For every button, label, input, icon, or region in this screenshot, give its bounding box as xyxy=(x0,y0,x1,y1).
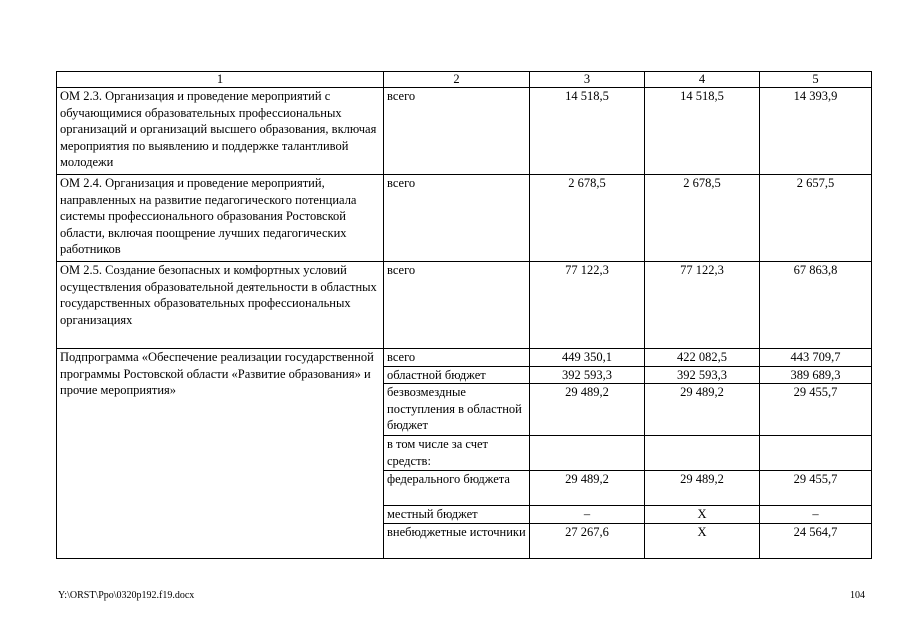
value-cell: 2 678,5 xyxy=(645,175,760,262)
value-cell: – xyxy=(530,506,645,524)
value-cell: Х xyxy=(645,523,760,558)
budget-table xyxy=(56,71,872,559)
file-path: Y:\ORST\Ppo\0320p192.f19.docx xyxy=(58,590,195,601)
value-cell: 24 564,7 xyxy=(760,523,872,558)
value-cell: 29 455,7 xyxy=(760,471,872,506)
column-header: 2 xyxy=(384,72,530,88)
funding-source: всего xyxy=(384,175,530,262)
value-cell: 14 518,5 xyxy=(530,88,645,175)
value-cell: 77 122,3 xyxy=(645,262,760,349)
value-cell: 67 863,8 xyxy=(760,262,872,349)
value-cell: 443 709,7 xyxy=(760,349,872,367)
funding-source: всего xyxy=(384,262,530,349)
funding-source: безвозмездные поступления в областной бюджет xyxy=(384,384,530,436)
value-cell: 422 082,5 xyxy=(645,349,760,367)
value-cell: 27 267,6 xyxy=(530,523,645,558)
value-cell xyxy=(530,436,645,471)
value-cell: 29 455,7 xyxy=(760,384,872,436)
value-cell xyxy=(760,436,872,471)
funding-source: внебюджетные источники xyxy=(384,523,530,558)
value-cell xyxy=(645,436,760,471)
column-header: 5 xyxy=(760,72,872,88)
value-cell: 389 689,3 xyxy=(760,366,872,384)
funding-source: всего xyxy=(384,349,530,367)
value-cell: 14 518,5 xyxy=(645,88,760,175)
value-cell: 2 657,5 xyxy=(760,175,872,262)
header-row xyxy=(57,72,872,88)
value-cell: Х xyxy=(645,506,760,524)
value-cell: 29 489,2 xyxy=(530,471,645,506)
table-row xyxy=(57,349,872,367)
column-header: 4 xyxy=(645,72,760,88)
table-row xyxy=(57,88,872,175)
value-cell: – xyxy=(760,506,872,524)
table-row xyxy=(57,262,872,349)
funding-source: всего xyxy=(384,88,530,175)
funding-source: местный бюджет xyxy=(384,506,530,524)
value-cell: 14 393,9 xyxy=(760,88,872,175)
value-cell: 392 593,3 xyxy=(645,366,760,384)
funding-source: федерального бюджета xyxy=(384,471,530,506)
measure-name: ОМ 2.4. Организация и проведение мероприятий, направленных на развитие педагогического потенциала системы профессионального образования Ростовской области, включая поощрение лучших педагогических работников xyxy=(57,175,384,262)
value-cell: 29 489,2 xyxy=(645,471,760,506)
measure-name: ОМ 2.5. Создание безопасных и комфортных условий осуществления образовательной деятельности в областных государственных образовательных профессиональных организациях xyxy=(57,262,384,349)
value-cell: 449 350,1 xyxy=(530,349,645,367)
column-header: 1 xyxy=(57,72,384,88)
funding-source: в том числе за счет средств: xyxy=(384,436,530,471)
page-number: 104 xyxy=(850,590,865,601)
funding-source: областной бюджет xyxy=(384,366,530,384)
table-row xyxy=(57,175,872,262)
measure-name: ОМ 2.3. Организация и проведение мероприятий с обучающимися образовательных профессиональных организаций и организаций высшего образования, включая мероприятия по выявлению и поддержке талантливой молодежи xyxy=(57,88,384,175)
value-cell: 392 593,3 xyxy=(530,366,645,384)
subprogram-name: Подпрограмма «Обеспечение реализации государственной программы Ростовской области «Развитие образования» и прочие мероприятия» xyxy=(57,349,384,559)
value-cell: 29 489,2 xyxy=(645,384,760,436)
value-cell: 29 489,2 xyxy=(530,384,645,436)
column-header: 3 xyxy=(530,72,645,88)
value-cell: 2 678,5 xyxy=(530,175,645,262)
value-cell: 77 122,3 xyxy=(530,262,645,349)
